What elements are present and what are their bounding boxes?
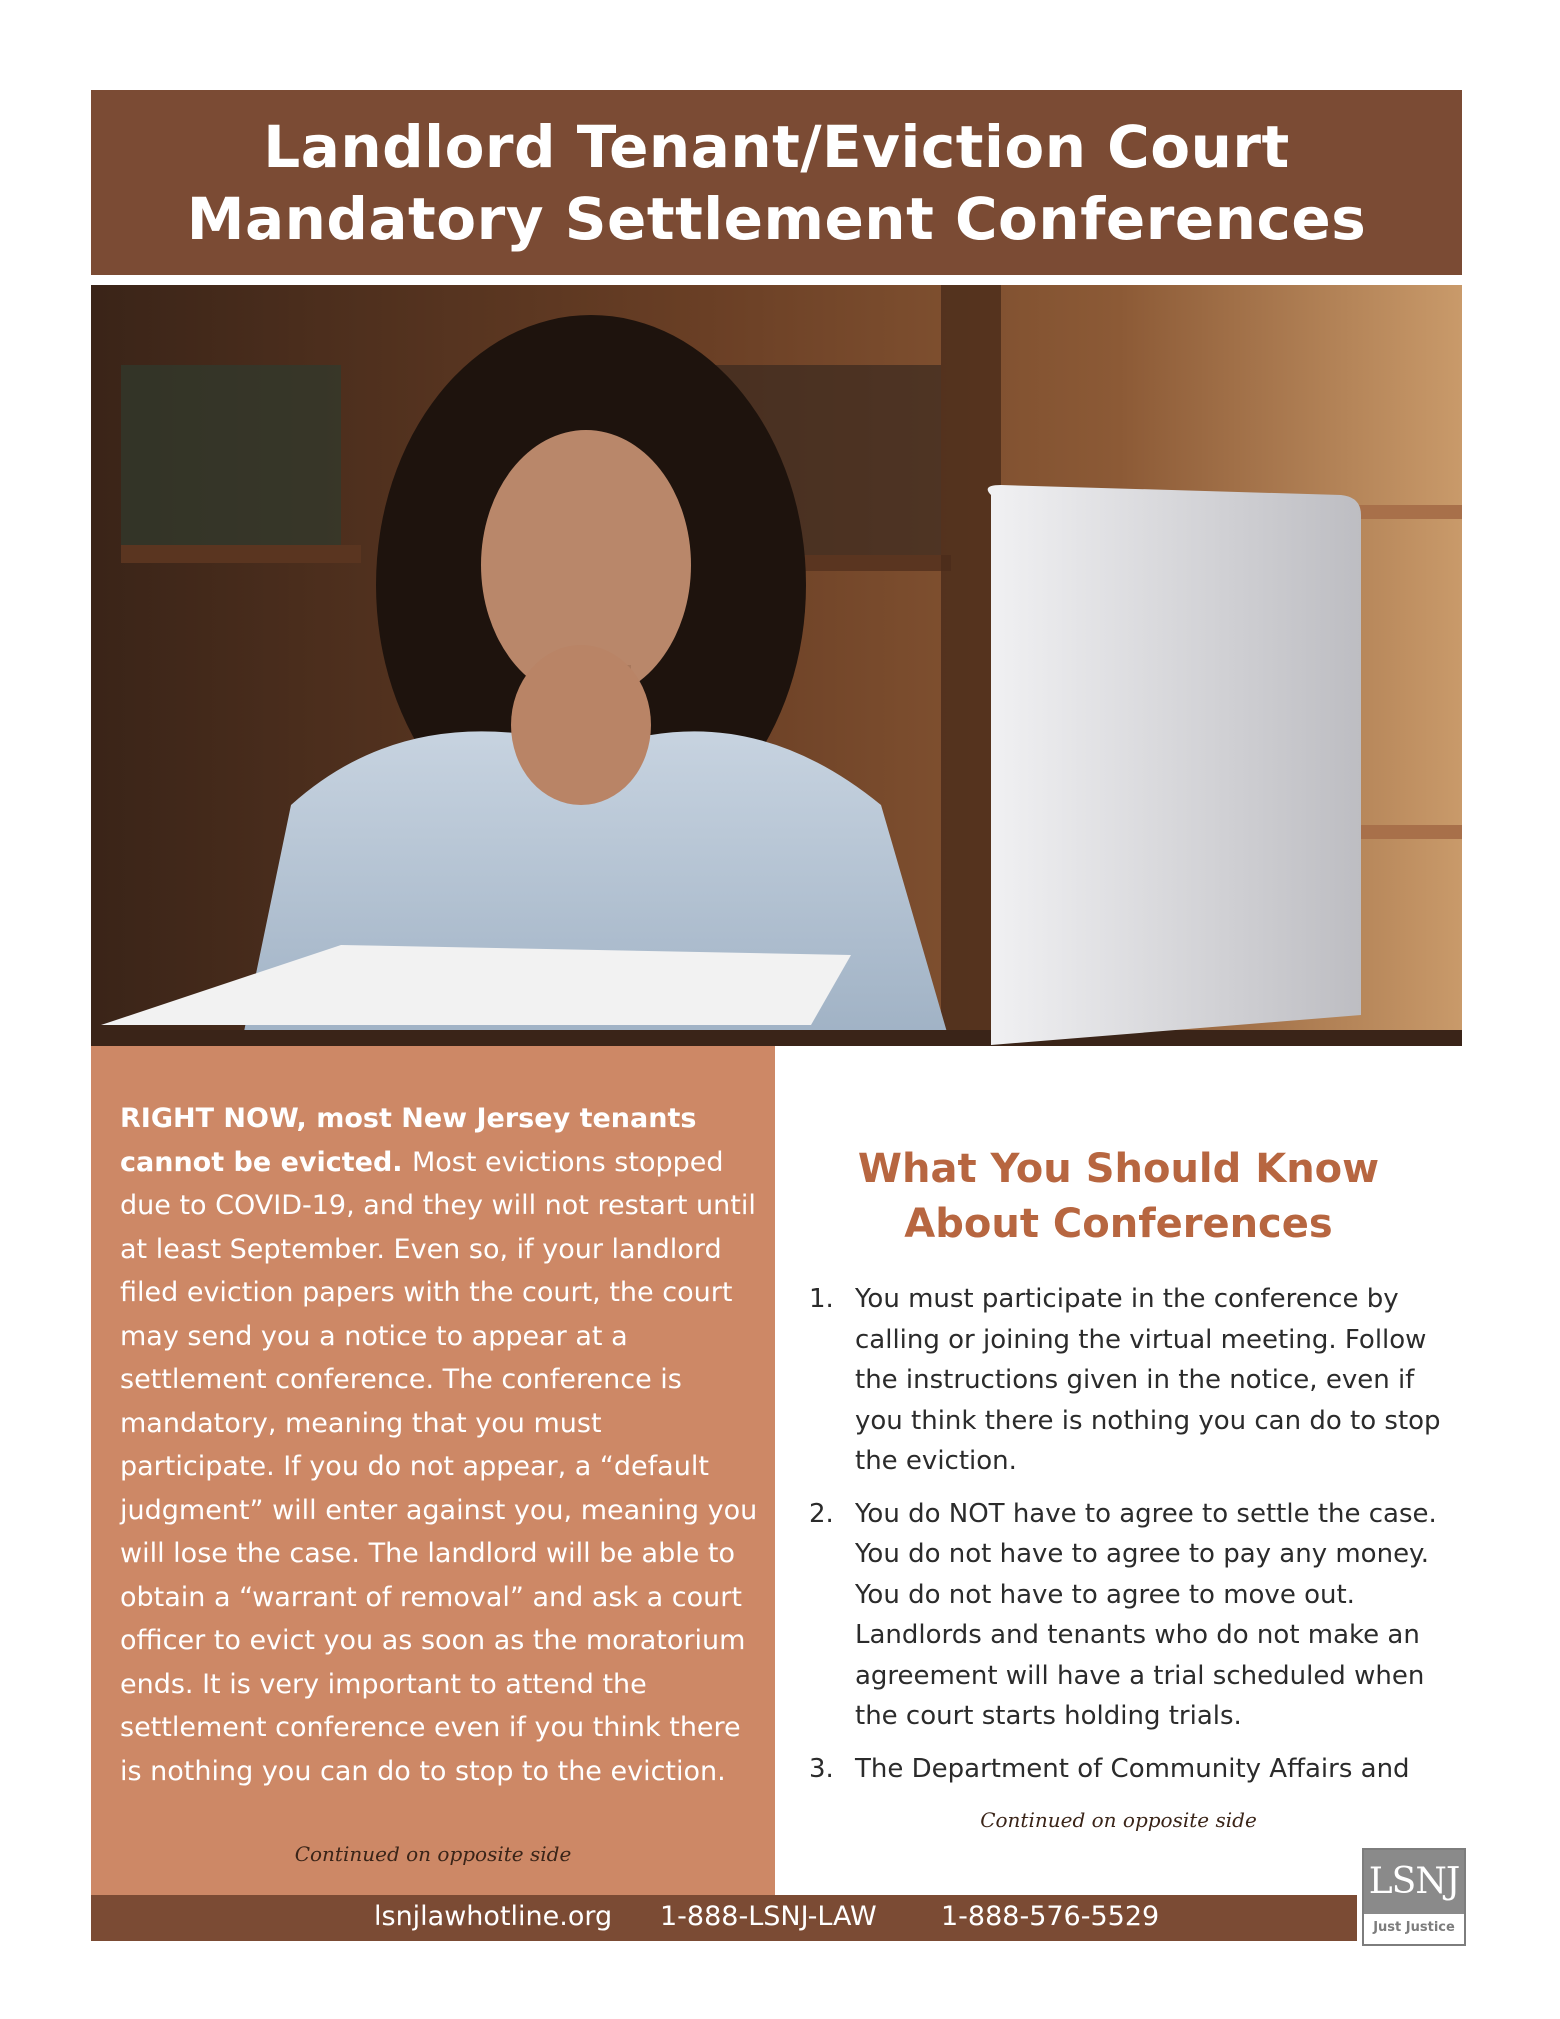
list-item [809,1279,1449,1482]
continued-note-right: Continued on opposite side [980,1808,1257,1832]
page-title-line-1: Landlord Tenant/Eviction Court [263,112,1290,181]
logo-mark: LSNJ [1364,1850,1464,1914]
header-banner [91,90,1462,275]
list-item-number: 3. [809,1753,834,1784]
list-item-text: You must participate in the conference by calling or joining the virtual meeting. Follow the instructions given in the notice, even if you think there is nothing you can do to stop the eviction. [855,1284,1441,1476]
lsnj-logo [1362,1848,1466,1946]
conference-info [775,1046,1462,1895]
footer-phone-numeric[interactable]: 1-888-576-5529 [941,1901,1160,1932]
page-title-line-2: Mandatory Settlement Conferences [186,184,1367,253]
intro-text [120,1097,760,1793]
footer-website-link[interactable]: lsnjlawhotline.org [374,1901,613,1932]
footer-bar [91,1895,1357,1941]
continued-note-left: Continued on opposite side [294,1842,572,1866]
list-item-number: 2. [809,1498,834,1529]
intro-panel [91,1046,775,1895]
list-item-number: 1. [809,1284,834,1314]
section-heading-line-1: What You Should Know [857,1146,1380,1192]
footer-phone-vanity[interactable]: 1-888-LSNJ-LAW [660,1901,877,1932]
conference-list [809,1279,1449,1801]
intro-body: Most evictions stopped due to COVID-19, and they will not restart until at least September. Even so, if your landlord filed eviction papers with the court, the court may send you a notice to appear at a settlement conference. The conference is mandatory, meaning that you must participate. If you do not appear, a “default judgment” will enter against you, meaning you will lose the case. The landlord will be able to obtain a “warrant of removal” and ask a court officer to evict you as soon as the moratorium ends. It is very important to attend the settlement conference even if you think there is nothing you can do to stop to the eviction. [120,1146,758,1787]
section-heading-line-2: About Conferences [904,1201,1333,1247]
list-item [809,1749,1449,1790]
section-heading [775,1142,1462,1252]
list-item-text: The Department of Community Affairs and [855,1753,1410,1784]
hero-photo [91,285,1462,1046]
list-item-text: You do NOT have to agree to settle the case. You do not have to agree to pay any money. You do not have to agree to move out. Landlords and tenants who do not make an agreement will have a trial scheduled when the court starts holding trials. [855,1498,1437,1731]
logo-tagline: Just Justice [1373,1920,1455,1935]
hero-photo-illustration [91,285,1462,1046]
list-item [809,1494,1449,1737]
intro-lead: RIGHT NOW, most New Jersey tenants cannot be evicted. [120,1103,697,1178]
